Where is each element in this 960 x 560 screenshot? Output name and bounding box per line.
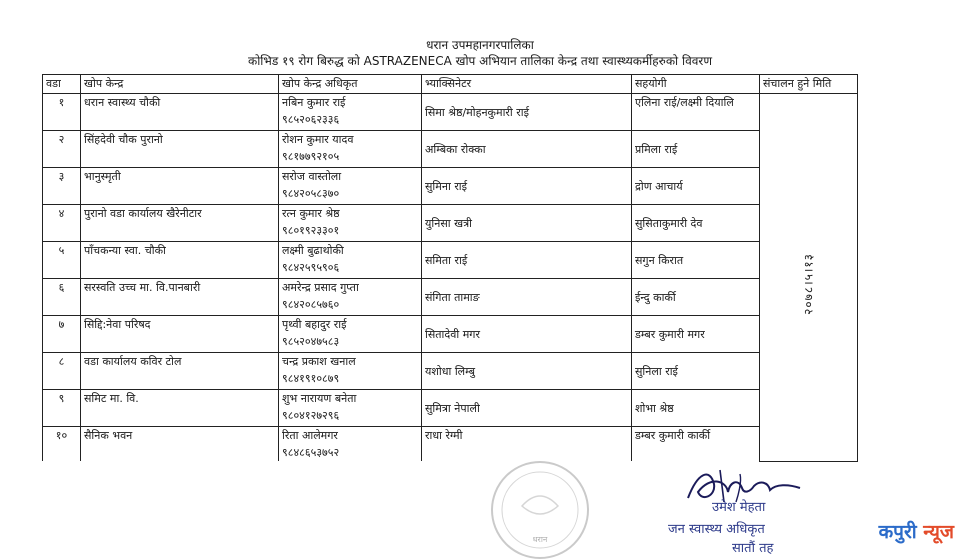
signatory-title: जन स्वास्थ्य अधिकृत (668, 522, 765, 537)
officer-phone: ९८०४१२७२९६ (282, 409, 340, 422)
vaccination-center: पुरानो वडा कार्यालय खैरेनीटार (81, 205, 279, 242)
vaccinator: सुमित्रा नेपाली (422, 390, 632, 427)
officer-phone: ९८४२०५८३७० (282, 187, 340, 200)
officer-phone: ९८४१९१०८७९ (282, 372, 340, 385)
vaccination-center: भानुस्मृती (81, 168, 279, 205)
vaccinator: अम्बिका रोक्का (422, 131, 632, 168)
center-officer (279, 390, 422, 427)
helper: प्रमिला राई (632, 131, 760, 168)
table-header-row (43, 75, 858, 94)
helper: सगुन किरात (632, 242, 760, 279)
vaccination-center: पाँचकन्या स्वा. चौकी (81, 242, 279, 279)
center-officer (279, 94, 422, 131)
vaccinator: युनिसा खत्री (422, 205, 632, 242)
ward-number: ७ (43, 316, 81, 353)
svg-text:धरान: धरान (532, 535, 548, 544)
table-row (43, 427, 858, 462)
ward-number: ३ (43, 168, 81, 205)
table-row (43, 353, 858, 390)
document-subject: कोभिड १९ रोग बिरुद्ध को ASTRAZENECA खोप अभियान तालिका केन्द्र तथा स्वास्थ्यकर्मीहरुको विवरण (247, 54, 712, 68)
vaccinator: संगिता तामाङ (422, 279, 632, 316)
helper: शोभा श्रेष्ठ (632, 390, 760, 427)
vaccinator: सिमा श्रेष्ठ/मोहनकुमारी राई (422, 94, 632, 131)
officer-name: सरोज वास्तोला (282, 170, 342, 183)
vaccination-center: सिंहदेवी चौक पुरानो (81, 131, 279, 168)
center-officer (279, 168, 422, 205)
ward-number: ८ (43, 353, 81, 390)
table-row (43, 94, 858, 131)
center-officer (279, 353, 422, 390)
vaccination-center: धरान स्वास्थ्य चौकी (81, 94, 279, 131)
table-row (43, 205, 858, 242)
helper: एलिना राई/लक्ष्मी दियालि (632, 94, 760, 131)
ward-number: ९ (43, 390, 81, 427)
vaccination-center: सिद्दि:नेवा परिषद (81, 316, 279, 353)
vaccinator: सितादेवी मगर (422, 316, 632, 353)
column-header-officer: खोप केन्द्र अधिकृत (279, 75, 422, 94)
center-officer (279, 242, 422, 279)
vaccinator: सुमिना राई (422, 168, 632, 205)
officer-phone: ९८४८६५३७५२ (282, 446, 340, 459)
vaccination-center: सरस्वति उच्च मा. वि.पानबारी (81, 279, 279, 316)
officer-name: शुभ नारायण बनेता (282, 392, 357, 405)
ward-number: १ (43, 94, 81, 131)
column-header-vaccinator: भ्याक्सिनेटर (422, 75, 632, 94)
column-header-start-date: संचालन हुने मिति (760, 75, 858, 94)
ward-number: ५ (43, 242, 81, 279)
office-stamp-seal (470, 450, 610, 560)
column-header-center: खोप केन्द्र (81, 75, 279, 94)
table-row (43, 131, 858, 168)
column-header-helper: सहयोगी (632, 75, 760, 94)
officer-name: पृथ्वी बहादुर राई (282, 318, 347, 331)
center-officer (279, 427, 422, 462)
center-officer (279, 316, 422, 353)
officer-name: चन्द्र प्रकाश खनाल (282, 355, 356, 368)
helper: द्रोण आचार्य (632, 168, 760, 205)
officer-name: नबिन कुमार राई (282, 96, 346, 109)
officer-phone: ९८५२०४७५८३ (282, 335, 340, 348)
table-row (43, 168, 858, 205)
watermark-part-2: न्यूज (916, 521, 954, 543)
table-row (43, 279, 858, 316)
helper: सुनिला राई (632, 353, 760, 390)
ward-number: ४ (43, 205, 81, 242)
officer-name: रिता आलेमगर (282, 429, 338, 442)
office-title: धरान उपमहानगरपालिका (426, 38, 534, 52)
officer-name: अमरेन्द्र प्रसाद गुप्ता (282, 281, 359, 294)
center-officer (279, 131, 422, 168)
watermark-part-1: कपुरी (878, 521, 917, 543)
table-row (43, 242, 858, 279)
officer-phone: ९८१७७९२१०५ (282, 150, 340, 163)
helper: सुसिताकुमारी देव (632, 205, 760, 242)
vaccinator: समिता राई (422, 242, 632, 279)
signatory-level: सातौं तह (732, 541, 774, 556)
start-date-value: २०७८।५।१३ (801, 253, 815, 315)
helper: डम्बर कुमारी मगर (632, 316, 760, 353)
ward-number: २ (43, 131, 81, 168)
ward-number: ६ (43, 279, 81, 316)
helper: ईन्दु कार्की (632, 279, 760, 316)
watermark-logo (879, 518, 954, 544)
column-header-ward: वडा (43, 75, 81, 94)
officer-name: लक्ष्मी बुढाथोकी (282, 244, 344, 257)
officer-phone: ९८४२०८५७६० (282, 298, 340, 311)
vaccination-center: वडा कार्यालय कविर टोल (81, 353, 279, 390)
helper: डम्बर कुमारी कार्की (632, 427, 760, 462)
vaccination-center: समिट मा. वि. (81, 390, 279, 427)
officer-name: रत्न कुमार श्रेष्ठ (282, 207, 340, 220)
vaccination-center: सैनिक भवन (81, 427, 279, 462)
officer-phone: ९८५२०६२३३६ (282, 113, 340, 126)
table-row (43, 316, 858, 353)
ward-number: १० (43, 427, 81, 462)
vaccinator: यशोधा लिम्बु (422, 353, 632, 390)
center-officer (279, 205, 422, 242)
start-date-cell (760, 94, 858, 462)
officer-phone: ९८०१९२३३०१ (282, 224, 340, 237)
vaccination-schedule-table (42, 74, 858, 462)
center-officer (279, 279, 422, 316)
table-row (43, 390, 858, 427)
officer-name: रोशन कुमार यादव (282, 133, 354, 146)
vaccinator: राधा रेग्मी (422, 427, 632, 462)
signatory-name: उमेश मेहता (712, 500, 766, 515)
officer-phone: ९८४२५९५९०६ (282, 261, 340, 274)
